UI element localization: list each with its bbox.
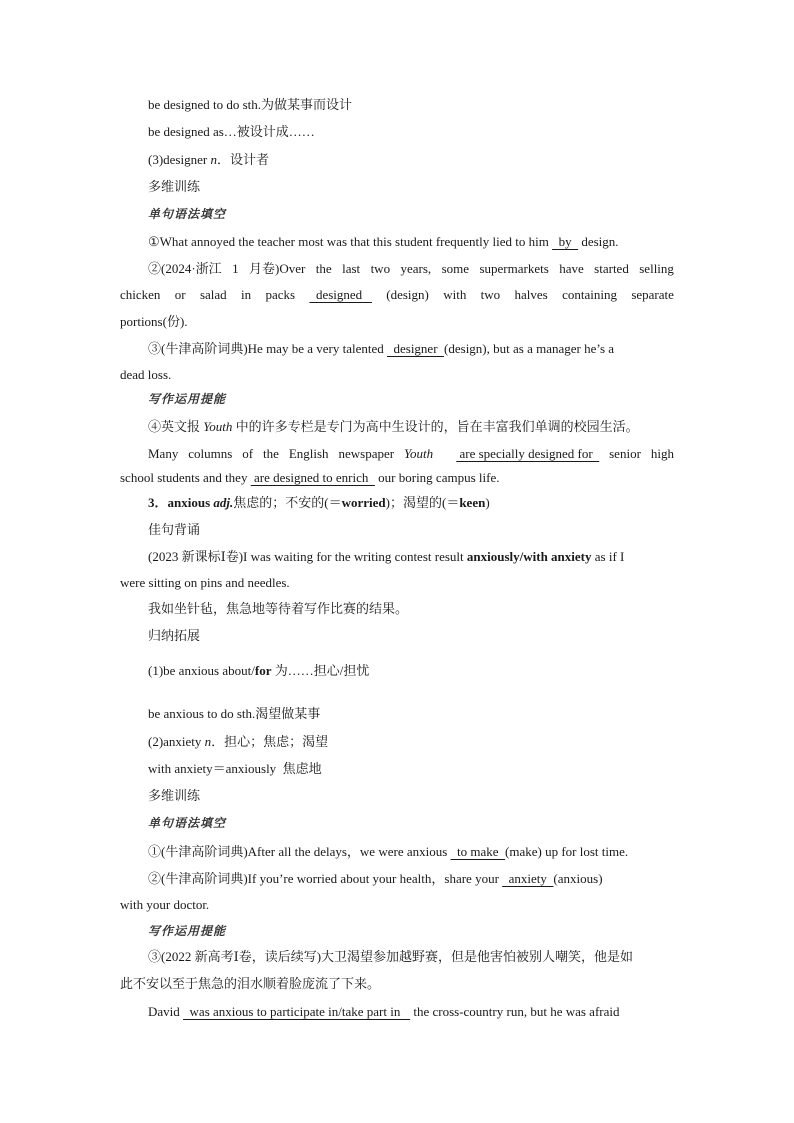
text-span: 焦虑的；不安的(＝ (233, 495, 342, 510)
exercise-item (148, 445, 674, 463)
text-line (148, 96, 352, 114)
example-sentence (120, 574, 290, 592)
text-span: (2023 新课标Ⅰ卷)I was waiting for the writing contest result (148, 549, 467, 564)
text-span: with anxiety＝anxiously 焦虑地 (148, 761, 322, 776)
text-span: separate (631, 287, 674, 302)
exercise-item (148, 233, 619, 251)
exercise-heading (148, 922, 226, 940)
text-span: 1 (232, 261, 239, 276)
exercise-item (148, 340, 614, 358)
text-span: chicken (120, 287, 161, 302)
text-span: English (288, 446, 329, 461)
text-span: packs (265, 287, 296, 302)
text-span: ．设计者 (216, 152, 269, 167)
answer-blank: was anxious to participate in/take part in (183, 1004, 411, 1019)
text-span: containing (562, 287, 617, 302)
text-span: design. (578, 234, 619, 249)
text-span: 3．anxious (148, 495, 214, 510)
text-span: of (242, 446, 254, 461)
answer-blank: designer (386, 341, 445, 356)
text-span: senior (609, 446, 641, 461)
text-span: Many (148, 446, 179, 461)
exercise-item (148, 870, 603, 888)
text-span: two (480, 287, 501, 302)
exercise-item (120, 896, 209, 914)
text-span: newspaper (338, 446, 395, 461)
text-span: ③(2022 新高考Ⅰ卷，读后续写)大卫渴望参加越野赛，但是他害怕被别人嘲笑，他是如 (148, 949, 634, 964)
section-heading (148, 178, 200, 196)
translation (148, 600, 408, 618)
text-span: (anxious) (553, 871, 603, 886)
text-line (148, 733, 328, 751)
text-span: school students and they (120, 470, 251, 485)
text-span: high (650, 446, 674, 461)
text-span: have (559, 261, 584, 276)
text-span: 佳句背诵 (148, 522, 201, 537)
exercise-item (120, 313, 188, 331)
text-span: 此不安以至于焦急的泪水顺着脸庞流了下来。 (120, 976, 381, 991)
text-span: be designed to do sth.为做某事而设计 (148, 97, 353, 112)
text-span: the (315, 261, 332, 276)
text-span: started (594, 261, 629, 276)
text-span: the cross-country run, but he was afraid (410, 1004, 620, 1019)
text-span: halves (514, 287, 548, 302)
exercise-heading (148, 390, 226, 408)
text-span: 写作运用提能 (148, 924, 227, 938)
text-span: salad (199, 287, 227, 302)
answer-blank: to make (450, 844, 506, 859)
text-span: were sitting on pins and needles. (120, 575, 290, 590)
text-span: be designed as…被设计成…… (148, 124, 315, 139)
text-span: with your doctor. (120, 897, 210, 912)
text-span: in (241, 287, 252, 302)
text-span: the (263, 446, 279, 461)
text-span: ④英文报 (148, 419, 204, 434)
text-span: or (174, 287, 186, 302)
text-span: (design) (386, 287, 429, 302)
text-span: anxiously/with anxiety (466, 549, 592, 564)
exercise-item (120, 975, 380, 993)
text-span: last (342, 261, 361, 276)
text-span: 归纳拓展 (148, 628, 201, 643)
exercise-item (120, 366, 171, 384)
text-span: keen (459, 495, 486, 510)
text-span: portions(份). (120, 314, 188, 329)
text-span: n (204, 734, 212, 749)
text-span: be anxious to do sth.渴望做某事 (148, 706, 321, 721)
text-span: adj. (213, 495, 234, 510)
text-span: ②(牛津高阶词典)If you’re worried about your health，share your (148, 871, 503, 886)
text-span: ①(牛津高阶词典)After all the delays，we were anxious (148, 844, 451, 859)
text-span: some (441, 261, 470, 276)
section-heading (148, 787, 200, 805)
exercise-heading (148, 814, 226, 832)
text-span: ②(2024·浙江 (148, 261, 222, 276)
text-line (148, 662, 369, 680)
text-span: 多维训练 (148, 179, 201, 194)
text-span: our boring campus life. (374, 470, 500, 485)
text-line (148, 123, 315, 141)
exercise-heading (148, 205, 226, 223)
example-sentence (148, 548, 624, 566)
text-span: (2)anxiety (148, 734, 205, 749)
text-span: Youth (203, 419, 233, 434)
answer-blank: designed (309, 287, 372, 302)
text-span: 多维训练 (148, 788, 201, 803)
text-span: 为……担心/担忧 (271, 663, 370, 678)
text-span: David (148, 1004, 184, 1019)
text-span: (make) up for lost time. (505, 844, 629, 859)
text-span: ．担心；焦虑；渴望 (211, 734, 329, 749)
text-line (148, 705, 320, 723)
exercise-item (148, 948, 633, 966)
text-span: 单句语法填空 (148, 816, 227, 830)
answer-blank: by (552, 234, 579, 249)
text-span: two (370, 261, 391, 276)
text-span: )；渴望的(＝ (385, 495, 460, 510)
text-span: years, (400, 261, 432, 276)
exercise-item (148, 843, 628, 861)
exercise-item (148, 260, 674, 278)
text-span: 中的许多专栏是专门为高中生设计的，旨在丰富我们单调的校园生活。 (232, 419, 639, 434)
text-span: Youth (404, 446, 434, 461)
text-span: 写作运用提能 (148, 392, 227, 406)
text-span: selling (639, 261, 674, 276)
text-span: dead loss. (120, 367, 172, 382)
text-span: ③(牛津高阶词典)He may be a very talented (148, 341, 387, 356)
text-span: n (210, 152, 217, 167)
text-span: columns (188, 446, 233, 461)
answer-blank: are specially designed for (456, 446, 600, 461)
exercise-item (148, 1003, 620, 1021)
text-line (148, 151, 269, 169)
text-span: supermarkets (479, 261, 549, 276)
text-span: (design), but as a manager he’s a (444, 341, 615, 356)
text-line (148, 760, 322, 778)
text-span: 单句语法填空 (148, 207, 227, 221)
text-span: ①What annoyed the teacher most was that this student frequently lied to him (148, 234, 553, 249)
text-span: (1)be anxious about/ (148, 663, 255, 678)
text-span: ) (485, 495, 490, 510)
text-span: with (443, 287, 467, 302)
answer-blank: are designed to enrich (250, 470, 375, 485)
text-span: for (254, 663, 272, 678)
answer-blank: anxiety (502, 871, 554, 886)
text-span (443, 445, 446, 463)
text-span: worried (341, 495, 386, 510)
text-span: 我如坐针毡，焦急地等待着写作比赛的结果。 (148, 601, 409, 616)
exercise-item (120, 469, 499, 487)
text-span: (3)designer (148, 152, 211, 167)
section-heading (148, 521, 200, 539)
text-span: 月卷)Over (249, 261, 306, 276)
exercise-item (148, 418, 639, 436)
text-span: as if I (591, 549, 625, 564)
exercise-item (120, 286, 674, 304)
section-title (148, 494, 490, 512)
section-heading (148, 627, 200, 645)
